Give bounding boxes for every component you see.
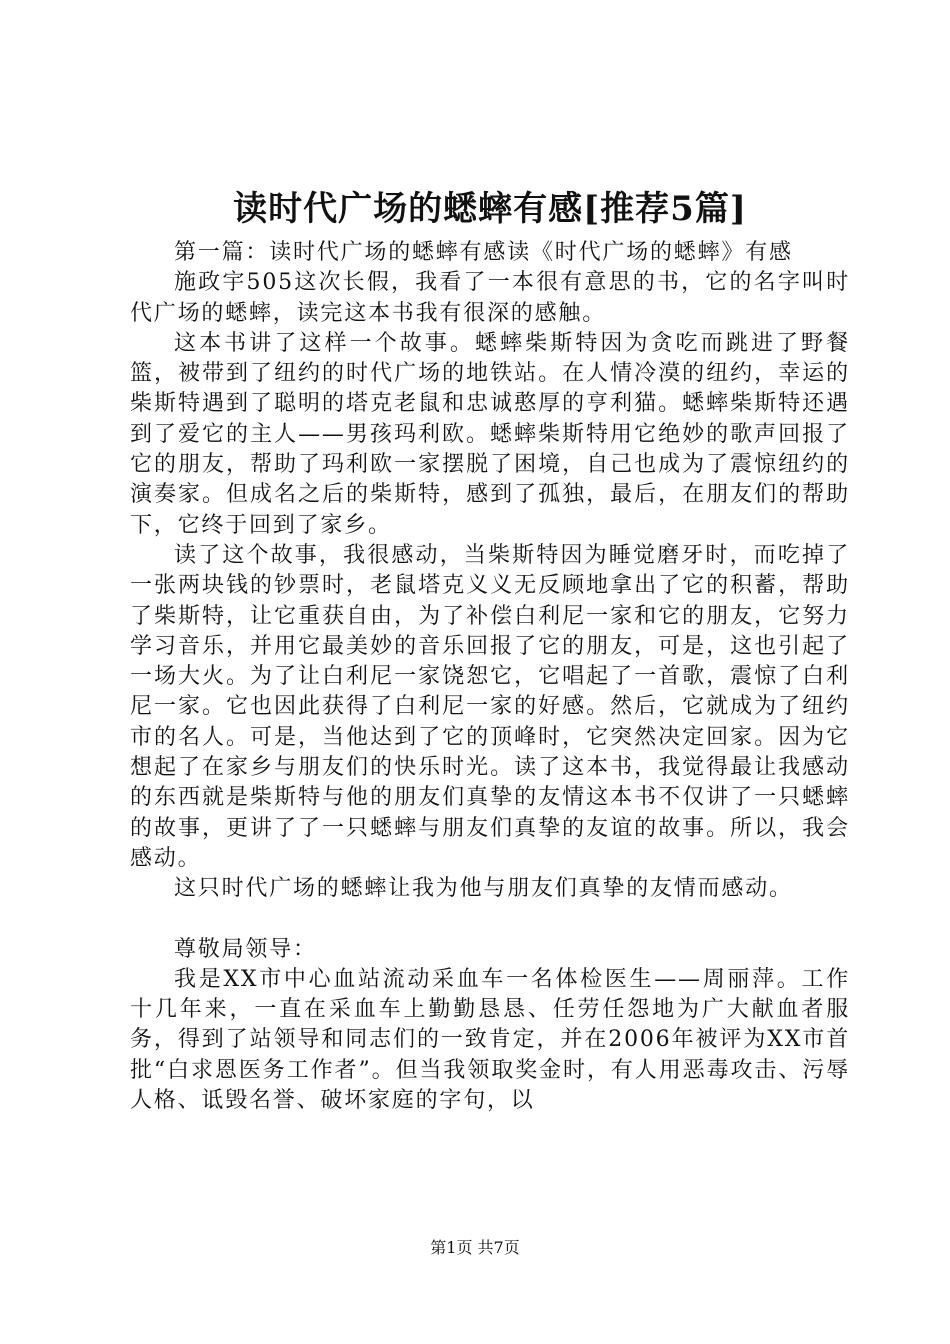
paragraph-4: 读了这个故事，我很感动，当柴斯特因为睡觉磨牙时，而吃掉了一张两块钱的钞票时，老鼠塔克义义无反顾地拿出了它的积蓄，帮助了柴斯特，让它重获自由，为了补偿白利尼一家和它的朋友，它努力学习音乐，并用它最美妙的音乐回报了它的朋友，可是，这也引起了一场大火。为了让白利尼一家饶恕它，它唱起了一首歌，震惊了白利尼一家。它也因此获得了白利尼一家的好感。然后，它就成为了纽约市的名人。可是，当他达到了它的顶峰时，它突然决定回家。因为它想起了在家乡与朋友们的快乐时光。读了这本书，我觉得最让我感动的东西就是柴斯特与他的朋友们真挚的友情这本书不仅讲了一只蟋蟀的故事，更讲了了一只蟋蟀与朋友们真挚的友谊的故事。所以，我会感动。 — [130, 542, 850, 871]
paragraph-2: 施政宇505这次长假，我看了一本很有意思的书，它的名字叫时代广场的蟋蟀，读完这本书我有很深的感触。 — [130, 270, 850, 326]
paragraph-gap — [130, 905, 850, 935]
page-footer: 第1页 共7页 — [430, 1238, 520, 1257]
paragraph-1: 第一篇：读时代广场的蟋蟀有感读《时代广场的蟋蟀》有感 — [174, 240, 793, 265]
paragraph-5: 这只时代广场的蟋蟀让我为他与朋友们真挚的友情而感动。 — [174, 876, 793, 902]
paragraph-3: 这本书讲了这样一个故事。蟋蟀柴斯特因为贪吃而跳进了野餐篮，被带到了纽约的时代广场的地铁站。在人情冷漠的纽约，幸运的柴斯特遇到了聪明的塔克老鼠和忠诚憨厚的亨利猫。蟋蟀柴斯特还遇到了爱它的主人——男孩玛利欧。蟋蟀柴斯特用它绝妙的歌声回报了它的朋友，帮助了玛利欧一家摆脱了困境，自己也成为了震惊纽约的演奏家。但成名之后的柴斯特，感到了孤独，最后，在朋友们的帮助下，它终于回到了家乡。 — [130, 330, 850, 538]
document-title: 读时代广场的蟋蟀有感[推荐5篇] — [233, 189, 747, 229]
paragraph-6: 我是XX市中心血站流动采血车一名体检医生——周丽萍。工作十几年来，一直在采血车上勤勤恳恳、任劳任怨地为广大献血者服务，得到了站领导和同志们的一致肯定，并在2006年被评为XX市首批“白求恩医务工作者”。但当我领取奖金时，有人用恶毒攻击、污辱人格、诋毁名誉、破坏家庭的字句，以 — [130, 966, 850, 1114]
salutation: 尊敬局领导： — [174, 936, 317, 962]
document-page — [130, 180, 850, 1116]
